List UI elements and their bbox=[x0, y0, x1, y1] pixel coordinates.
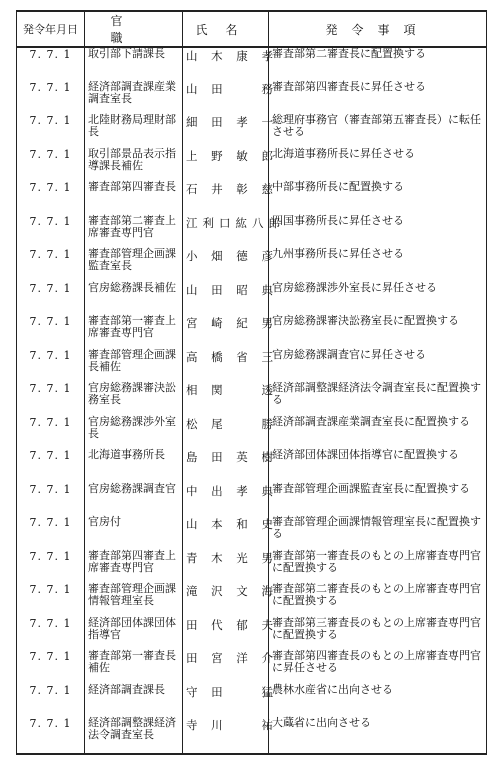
row-post: 審査部第一審査上席審査専門官 bbox=[85, 315, 183, 349]
row-order: 中部事務所長に配置換する bbox=[269, 181, 487, 215]
table-row bbox=[17, 81, 487, 115]
row-name: 宮 崎 紀 男 bbox=[183, 315, 269, 349]
row-name: 田 代 郁 夫 bbox=[183, 617, 269, 651]
row-name: 小 畑 德 彦 bbox=[183, 248, 269, 282]
row-name: 山 木 康 孝 bbox=[183, 47, 269, 81]
row-post: 官房総務課審決訟務室長 bbox=[85, 382, 183, 416]
row-order: 官房総務課渉外室長に昇任させる bbox=[269, 282, 487, 316]
row-order: 官房総務課審決訟務室長に配置換する bbox=[269, 315, 487, 349]
row-order: 四国事務所長に昇任させる bbox=[269, 215, 487, 249]
row-date: 7. 7. 1 bbox=[17, 349, 85, 383]
table-row bbox=[17, 550, 487, 584]
row-date: 7. 7. 1 bbox=[17, 684, 85, 718]
row-date: 7. 7. 1 bbox=[17, 449, 85, 483]
row-date: 7. 7. 1 bbox=[17, 215, 85, 249]
table-row bbox=[17, 617, 487, 651]
table-row bbox=[17, 416, 487, 450]
row-post: 官房付 bbox=[85, 516, 183, 550]
row-order: 大蔵省に出向させる bbox=[269, 717, 487, 754]
row-order: 経済部調査課産業調査室長に配置換する bbox=[269, 416, 487, 450]
row-date: 7. 7. 1 bbox=[17, 650, 85, 684]
row-date: 7. 7. 1 bbox=[17, 248, 85, 282]
column-header-order: 発令事項 bbox=[269, 11, 487, 47]
row-date: 7. 7. 1 bbox=[17, 416, 85, 450]
row-date: 7. 7. 1 bbox=[17, 583, 85, 617]
row-name: 上 野 敏 郎 bbox=[183, 148, 269, 182]
personnel-order-document bbox=[16, 10, 486, 740]
table-row bbox=[17, 516, 487, 550]
row-post: 取引部下請課長 bbox=[85, 47, 183, 81]
table-row bbox=[17, 114, 487, 148]
row-post: 審査部第四審査上席審査専門官 bbox=[85, 550, 183, 584]
row-name: 山 田 務 bbox=[183, 81, 269, 115]
row-date: 7. 7. 1 bbox=[17, 717, 85, 754]
row-order: 審査部第二審査長に配置換する bbox=[269, 47, 487, 81]
row-name: 守 田 猛 bbox=[183, 684, 269, 718]
table-row bbox=[17, 349, 487, 383]
column-header-date: 発令年月日 bbox=[17, 11, 85, 47]
row-post: 経済部調査課長 bbox=[85, 684, 183, 718]
row-date: 7. 7. 1 bbox=[17, 114, 85, 148]
row-post: 審査部管理企画課監査室長 bbox=[85, 248, 183, 282]
row-date: 7. 7. 1 bbox=[17, 282, 85, 316]
row-name: 青 木 光 男 bbox=[183, 550, 269, 584]
table-row bbox=[17, 215, 487, 249]
row-post: 審査部管理企画課長補佐 bbox=[85, 349, 183, 383]
row-order: 九州事務所長に昇任させる bbox=[269, 248, 487, 282]
row-date: 7. 7. 1 bbox=[17, 550, 85, 584]
row-name: 田 宮 洋 介 bbox=[183, 650, 269, 684]
row-post: 官房総務課調査官 bbox=[85, 483, 183, 517]
row-name: 山 田 昭 典 bbox=[183, 282, 269, 316]
row-order: 審査部管理企画課監査室長に配置換する bbox=[269, 483, 487, 517]
row-name: 江利口紘八郎 bbox=[183, 215, 269, 249]
row-date: 7. 7. 1 bbox=[17, 382, 85, 416]
row-order: 総理府事務官（審査部第五審査長）に転任させる bbox=[269, 114, 487, 148]
row-name: 島 田 英 樹 bbox=[183, 449, 269, 483]
row-post: 取引部景品表示指導課長補佐 bbox=[85, 148, 183, 182]
row-name: 相 関 透 bbox=[183, 382, 269, 416]
row-date: 7. 7. 1 bbox=[17, 483, 85, 517]
row-name: 石 井 彰 慈 bbox=[183, 181, 269, 215]
row-order: 官房総務課調査官に昇任させる bbox=[269, 349, 487, 383]
table-row bbox=[17, 483, 487, 517]
row-name: 寺 川 祐 一 bbox=[183, 717, 269, 754]
row-post: 経済部調整課経済法令調査室長 bbox=[85, 717, 183, 754]
row-order: 審査部管理企画課情報管理室長に配置換する bbox=[269, 516, 487, 550]
column-header-name: 氏名 bbox=[183, 11, 269, 47]
row-date: 7. 7. 1 bbox=[17, 81, 85, 115]
row-name: 高 橋 省 三 bbox=[183, 349, 269, 383]
row-order: 北海道事務所長に昇任させる bbox=[269, 148, 487, 182]
row-post: 審査部第一審査長補佐 bbox=[85, 650, 183, 684]
column-header-post: 官職 bbox=[85, 11, 183, 47]
table-body bbox=[17, 47, 487, 754]
row-name: 滝 沢 文 海 bbox=[183, 583, 269, 617]
row-post: 審査部管理企画課情報管理室長 bbox=[85, 583, 183, 617]
row-name: 中 出 孝 典 bbox=[183, 483, 269, 517]
row-order: 審査部第三審査長のもとの上席審査専門官に配置換する bbox=[269, 617, 487, 651]
personnel-table bbox=[16, 10, 487, 755]
row-post: 北陸財務局理財部長 bbox=[85, 114, 183, 148]
row-post: 経済部調査課産業調査室長 bbox=[85, 81, 183, 115]
row-post: 官房総務課渉外室長 bbox=[85, 416, 183, 450]
table-row bbox=[17, 181, 487, 215]
table-row bbox=[17, 148, 487, 182]
table-row bbox=[17, 583, 487, 617]
table-row bbox=[17, 684, 487, 718]
row-order: 農林水産省に出向させる bbox=[269, 684, 487, 718]
row-post: 経済部団体課団体指導官 bbox=[85, 617, 183, 651]
row-order: 経済部調整課経済法令調査室長に配置換する bbox=[269, 382, 487, 416]
row-date: 7. 7. 1 bbox=[17, 516, 85, 550]
row-name: 細 田 孝 一 bbox=[183, 114, 269, 148]
table-row bbox=[17, 650, 487, 684]
row-order: 審査部第四審査長のもとの上席審査専門官に昇任させる bbox=[269, 650, 487, 684]
row-post: 官房総務課長補佐 bbox=[85, 282, 183, 316]
table-header-row bbox=[17, 11, 487, 47]
row-order: 審査部第一審査長のもとの上席審査専門官に配置換する bbox=[269, 550, 487, 584]
table-row bbox=[17, 282, 487, 316]
table-row bbox=[17, 717, 487, 754]
table-row bbox=[17, 449, 487, 483]
row-date: 7. 7. 1 bbox=[17, 181, 85, 215]
table-row bbox=[17, 248, 487, 282]
table-row bbox=[17, 382, 487, 416]
row-order: 審査部第四審査長に昇任させる bbox=[269, 81, 487, 115]
row-date: 7. 7. 1 bbox=[17, 315, 85, 349]
table-row bbox=[17, 315, 487, 349]
row-order: 経済部団体課団体指導官に配置換する bbox=[269, 449, 487, 483]
row-post: 北海道事務所長 bbox=[85, 449, 183, 483]
row-name: 山 本 和 史 bbox=[183, 516, 269, 550]
row-order: 審査部第二審査長のもとの上席審査専門官に配置換する bbox=[269, 583, 487, 617]
row-date: 7. 7. 1 bbox=[17, 617, 85, 651]
row-date: 7. 7. 1 bbox=[17, 47, 85, 81]
row-date: 7. 7. 1 bbox=[17, 148, 85, 182]
row-post: 審査部第四審査長 bbox=[85, 181, 183, 215]
table-row bbox=[17, 47, 487, 81]
row-name: 松 尾 勝 bbox=[183, 416, 269, 450]
row-post: 審査部第二審査上席審査専門官 bbox=[85, 215, 183, 249]
